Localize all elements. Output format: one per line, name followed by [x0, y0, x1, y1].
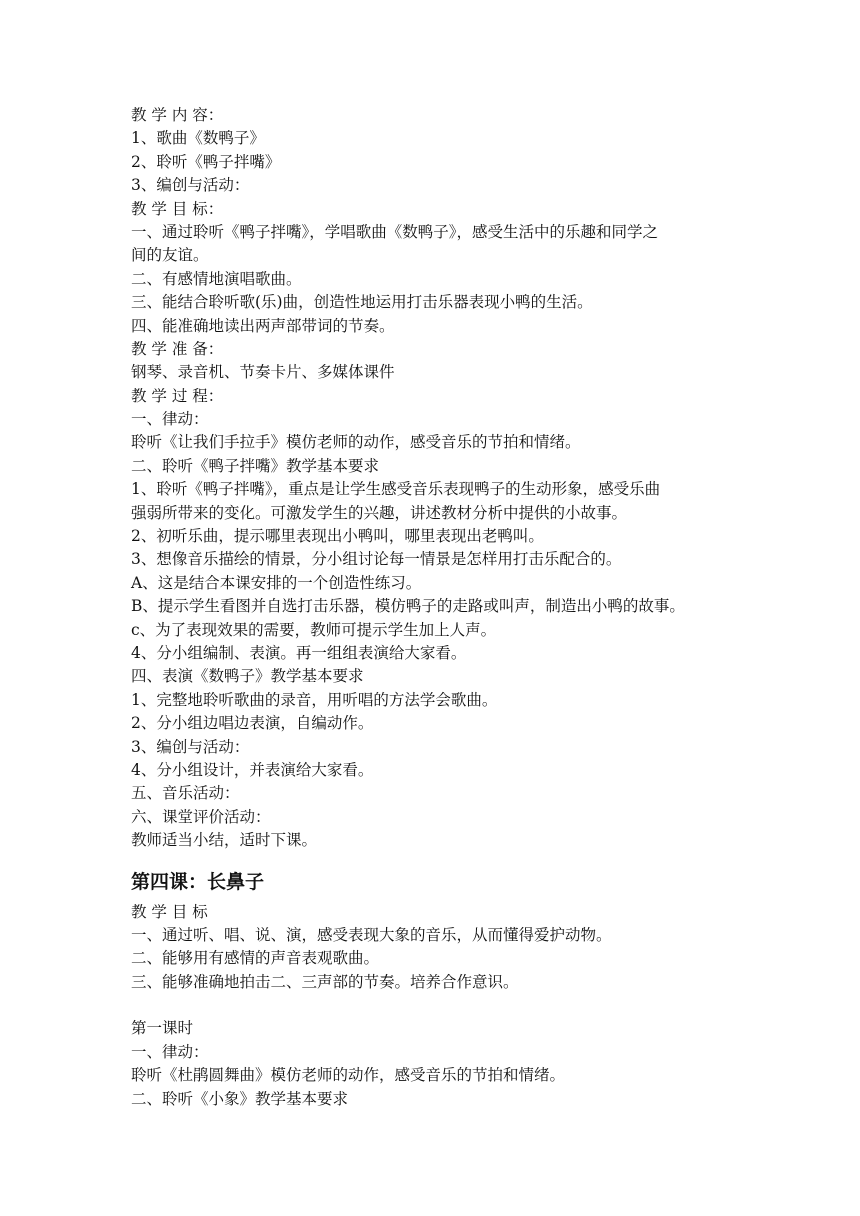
paragraph-line: 一、律动： — [131, 1042, 209, 1061]
paragraph-line: 聆听《杜鹃圆舞曲》模仿老师的动作，感受音乐的节拍和情绪。 — [131, 1066, 566, 1085]
paragraph-line: 4、分小组编制、表演。再一组组表演给大家看。 — [131, 643, 467, 662]
paragraph-line: 4、分小组设计，并表演给大家看。 — [131, 760, 374, 779]
paragraph-line: 三、能结合聆听歌(乐)曲，创造性地运用打击乐器表现小鸭的生活。 — [131, 293, 593, 312]
paragraph-line: 教 学 过 程： — [131, 386, 224, 405]
paragraph-line: 3、编创与活动： — [131, 176, 250, 195]
paragraph-line: 教 学 目 标： — [131, 199, 224, 218]
paragraph-line: 间的友谊。 — [131, 246, 209, 265]
lesson-3-section — [131, 104, 751, 853]
paragraph-line: 教 学 准 备： — [131, 339, 224, 358]
paragraph-line: 教 学 目 标 — [131, 902, 208, 921]
paragraph-line: 3、想像音乐描绘的情景，分小组讨论每一情景是怎样用打击乐配合的。 — [131, 550, 622, 569]
paragraph-line: 2、聆听《鸭子拌嘴》 — [131, 152, 281, 171]
lesson-4-objectives — [131, 901, 751, 995]
paragraph-line: 教师适当小结，适时下课。 — [131, 831, 318, 850]
paragraph-line: 二、能够用有感情的声音表观歌曲。 — [131, 949, 380, 968]
document-body — [131, 104, 751, 1111]
paragraph-line: 强弱所带来的变化。可激发学生的兴趣，讲述教材分析中提供的小故事。 — [131, 503, 628, 522]
paragraph-line: 1、聆听《鸭子拌嘴》，重点是让学生感受音乐表现鸭子的生动形象，感受乐曲 — [131, 480, 661, 499]
lesson-4-first-period — [131, 1017, 751, 1111]
paragraph-line: 二、聆听《鸭子拌嘴》教学基本要求 — [131, 456, 380, 475]
paragraph-line: 教 学 内 容： — [131, 106, 224, 124]
paragraph-line: 3、编创与活动： — [131, 737, 250, 756]
paragraph-line: 一、通过聆听《鸭子拌嘴》，学唱歌曲《数鸭子》，感受生活中的乐趣和同学之 — [131, 222, 659, 241]
paragraph-line: A、这是结合本课安排的一个创造性练习。 — [131, 573, 422, 592]
paragraph-line: 四、表演《数鸭子》教学基本要求 — [131, 667, 364, 686]
paragraph-line: 一、通过听、唱、说、演，感受表现大象的音乐，从而懂得爱护动物。 — [131, 925, 612, 944]
paragraph-line: 五、音乐活动： — [131, 784, 240, 803]
paragraph-line: 一、律动： — [131, 410, 209, 429]
paragraph-line: 六、课堂评价活动： — [131, 807, 271, 826]
paragraph-line: 二、有感情地演唱歌曲。 — [131, 269, 302, 288]
blank-line — [131, 994, 751, 1017]
paragraph-line: 1、完整地聆听歌曲的录音，用听唱的方法学会歌曲。 — [131, 690, 498, 709]
lesson-4-heading: 第四课：长鼻子 — [131, 870, 265, 893]
paragraph-line: 2、分小组边唱边表演，自编动作。 — [131, 714, 374, 733]
paragraph-line: 聆听《让我们手拉手》模仿老师的动作，感受音乐的节拍和情绪。 — [131, 433, 581, 452]
paragraph-line: 第一课时 — [131, 1019, 194, 1038]
paragraph-line: 三、能够准确地拍击二、三声部的节奏。培养合作意识。 — [131, 972, 519, 991]
paragraph-line: B、提示学生看图并自选打击乐器，模仿鸭子的走路或叫声，制造出小鸭的故事。 — [131, 597, 685, 616]
paragraph-line: 四、能准确地读出两声部带词的节奏。 — [131, 316, 395, 335]
paragraph-line: 二、聆听《小象》教学基本要求 — [131, 1089, 349, 1108]
paragraph-line: 1、歌曲《数鸭子》 — [131, 129, 265, 148]
paragraph-line: 钢琴、录音机、节奏卡片、多媒体课件 — [131, 363, 395, 382]
paragraph-line: c、为了表现效果的需要，教师可提示学生加上人声。 — [131, 620, 497, 639]
paragraph-line: 2、初听乐曲，提示哪里表现出小鸭叫，哪里表现出老鸭叫。 — [131, 527, 544, 546]
